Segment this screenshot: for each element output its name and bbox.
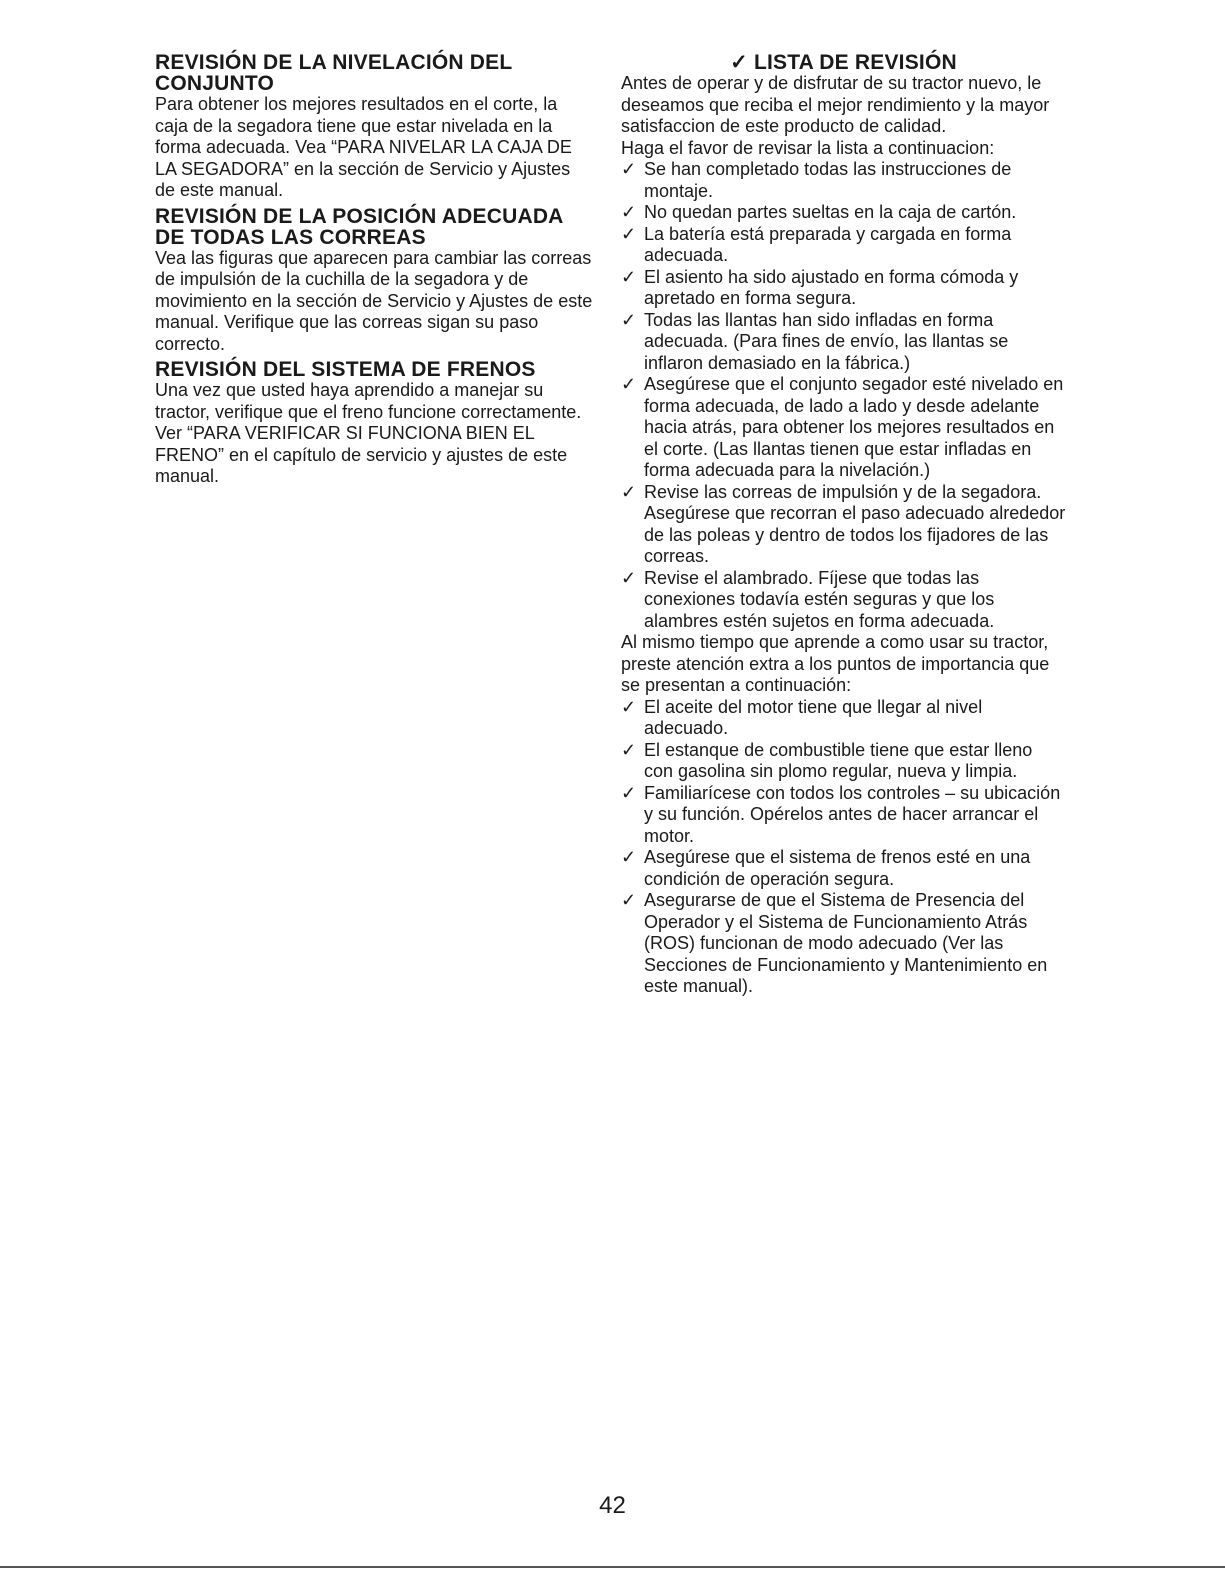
checklist-item: [621, 224, 1066, 267]
checklist-item: [621, 482, 1066, 568]
checklist-item: [621, 783, 1066, 848]
section-brakes: [155, 359, 595, 488]
checkmark-icon: ✓: [621, 739, 637, 760]
checklist-item: [621, 697, 1066, 740]
checklist-item: [621, 310, 1066, 375]
checklist-heading: ✓ LISTA DE REVISIÓN: [730, 51, 957, 74]
section-heading: REVISIÓN DEL SISTEMA DE FRENOS: [155, 358, 536, 381]
checkmark-icon: ✓: [621, 696, 637, 717]
checklist-item: [621, 267, 1066, 310]
checkmark-icon: ✓: [621, 481, 637, 502]
checklist-item-text: Todas las llantas han sido infladas en forma adecuada. (Para fines de envío, las llantas se inflaron demasiado en la fábrica.): [644, 309, 1009, 373]
section-heading: REVISIÓN DE LA POSICIÓN ADECUADA DE TODAS LAS CORREAS: [155, 204, 563, 249]
checklist-item-text: No quedan partes sueltas en la caja de cartón.: [644, 202, 1017, 222]
checkmark-icon: ✓: [621, 266, 637, 287]
checklist: [621, 159, 1066, 632]
right-column: [621, 52, 1066, 998]
checklist-item: [621, 159, 1066, 202]
checklist-item: [621, 374, 1066, 482]
attention-lead: Al mismo tiempo que aprende a como usar su tractor, preste atención extra a los puntos de importancia que se presentan a continuación:: [621, 632, 1050, 695]
section-body: Una vez que usted haya aprendido a manejar su tractor, verifique que el freno funcione correctamente. Ver “PARA VERIFICAR SI FUNCIONA BIEN EL FRENO” en el capítulo de servicio y ajustes de este manual.: [155, 380, 582, 486]
checklist-item: [621, 740, 1066, 783]
checklist-item-text: El estanque de combustible tiene que estar lleno con gasolina sin plomo regular, nueva y limpia.: [644, 739, 1033, 781]
checkmark-icon: ✓: [621, 890, 637, 910]
checklist-item-text: La batería está preparada y cargada en forma adecuada.: [644, 223, 1012, 265]
checklist-item-text: Familiarícese con todos los controles – su ubicación y su función. Opérelos antes de hacer arrancar el motor.: [644, 782, 1061, 846]
checklist-item-text: Revise las correas de impulsión y de la segadora. Asegúrese que recorran el paso adecuado alrededor de las poleas y dentro de todos los fijadores de las correas.: [644, 481, 1066, 566]
section-heading: REVISIÓN DE LA NIVELACIÓN DEL CONJUNTO: [155, 51, 513, 95]
section-body: Vea las figuras que aparecen para cambiar las correas de impulsión de la cuchilla de la segadora y de movimiento en la sección de Servicio y Ajustes de este manual. Verifique que las correas sigan su paso correcto.: [155, 247, 593, 354]
checklist-item: [621, 202, 1066, 224]
attention-list: [621, 697, 1066, 998]
bottom-rule: [0, 1566, 1225, 1568]
checklist-item: [621, 568, 1066, 633]
checkmark-icon: ✓: [621, 202, 637, 222]
checklist-item: [621, 890, 1066, 998]
checkmark-icon: ✓: [621, 159, 637, 179]
checklist-intro: Antes de operar y de disfrutar de su tractor nuevo, le deseamos que reciba el mejor rendimiento y la mayor satisfaccion de este producto de calidad.: [621, 73, 1050, 136]
checklist-item: [621, 847, 1066, 890]
checklist-lead: Haga el favor de revisar la lista a continuacion:: [621, 137, 995, 158]
checkmark-icon: ✓: [621, 782, 637, 803]
page-number: 42: [599, 1492, 626, 1519]
section-body: Para obtener los mejores resultados en el corte, la caja de la segadora tiene que estar nivelada en la forma adecuada. Vea “PARA NIVELAR LA CAJA DE LA SEGADORA” en la sección de Servicio y Ajustes de este manual.: [155, 94, 572, 200]
checkmark-icon: ✓: [621, 223, 637, 244]
checkmark-icon: ✓: [621, 567, 637, 588]
checkmark-icon: ✓: [621, 847, 637, 867]
checklist-item-text: El aceite del motor tiene que llegar al nivel adecuado.: [644, 696, 983, 738]
checklist-item-text: Revise el alambrado. Fíjese que todas las conexiones todavía estén seguras y que los alambres estén sujetos en forma adecuada.: [644, 567, 995, 631]
checkmark-icon: ✓: [621, 374, 637, 394]
checklist-item-text: Se han completado todas las instrucciones de montaje.: [644, 159, 1012, 201]
section-belts: [155, 206, 595, 356]
checklist-item-text: Asegurarse de que el Sistema de Presencia del Operador y el Sistema de Funcionamiento Atrás (ROS) funcionan de modo adecuado (Ver las Secciones de Funcionamiento y Mantenimiento en este manual).: [644, 890, 1048, 996]
checklist-item-text: Asegúrese que el conjunto segador esté nivelado en forma adecuada, de lado a lado y desde adelante hacia atrás, para obtener los mejores resultados en el corte. (Las llantas tienen que estar infladas en forma adecuada para la nivelación.): [644, 374, 1064, 480]
section-leveling: [155, 52, 595, 202]
checkmark-icon: ✓: [621, 309, 637, 330]
checklist-item-text: El asiento ha sido ajustado en forma cómoda y apretado en forma segura.: [644, 266, 1019, 308]
left-column: [155, 52, 595, 492]
checklist-item-text: Asegúrese que el sistema de frenos esté en una condición de operación segura.: [644, 847, 1031, 889]
